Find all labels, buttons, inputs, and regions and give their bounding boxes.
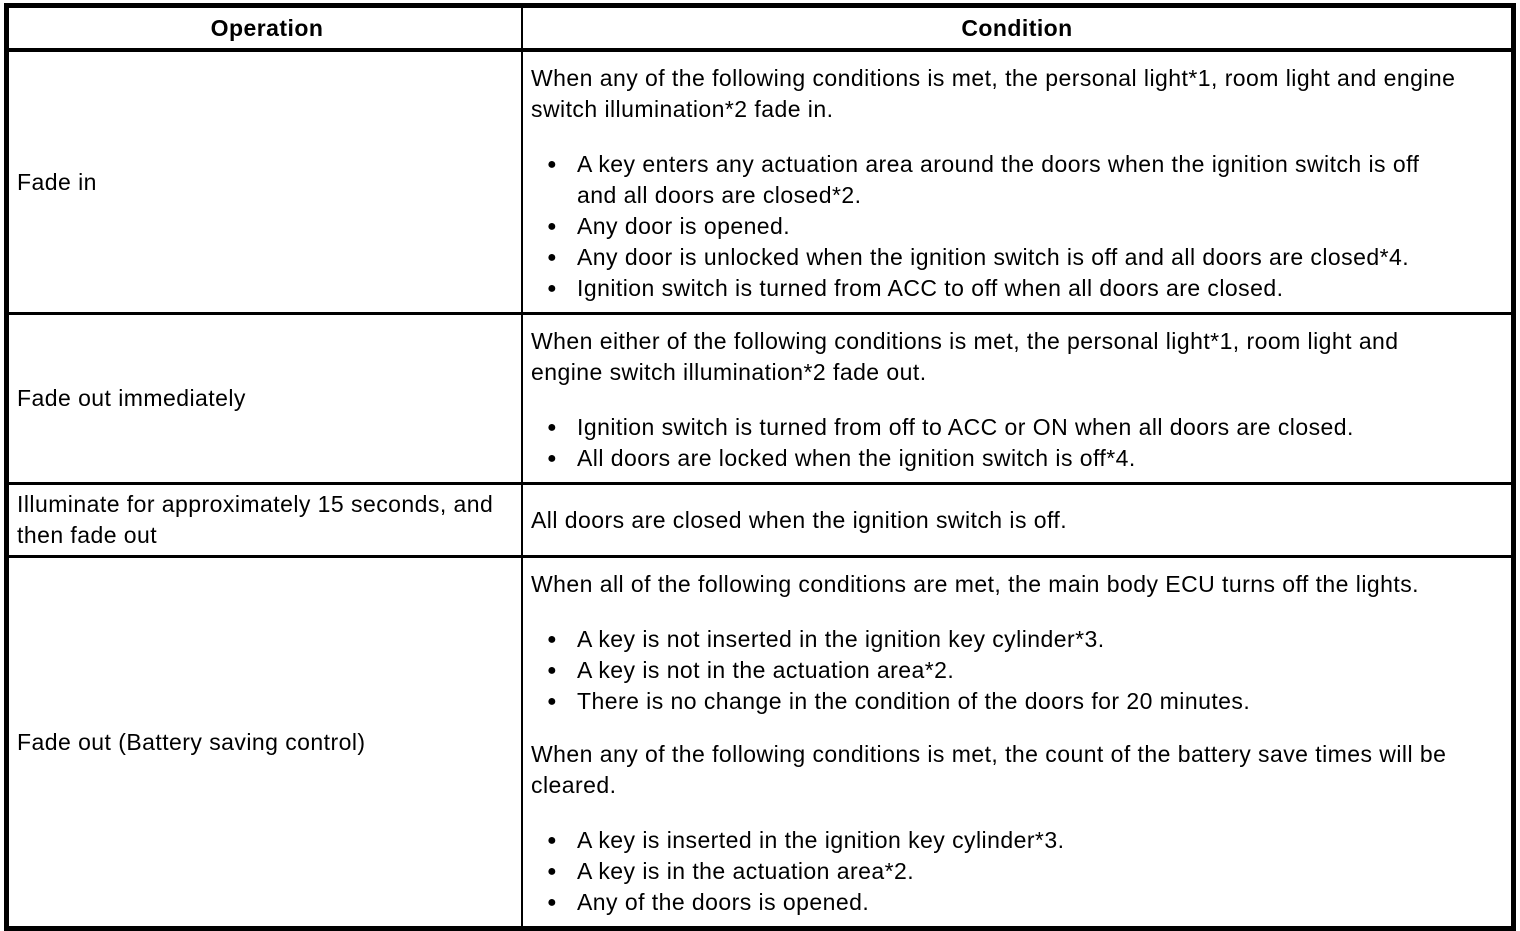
bullet-list bbox=[531, 149, 1466, 304]
table-row-fade-out-immediately bbox=[9, 312, 1511, 482]
bullet-item bbox=[547, 149, 1441, 211]
bullet-item bbox=[547, 211, 1441, 242]
bullet-icon: ● bbox=[547, 280, 558, 297]
bullet-icon: ● bbox=[547, 156, 558, 173]
bullet-text: Any of the doors is opened. bbox=[577, 889, 870, 915]
bullet-text: Ignition switch is turned from off to ACC or ON when all doors are closed. bbox=[577, 414, 1354, 440]
bullet-text: A key is not inserted in the ignition key cylinder*3. bbox=[577, 626, 1105, 652]
bullet-text: Any door is opened. bbox=[577, 213, 791, 239]
bullet-item bbox=[547, 412, 1441, 443]
bullet-list bbox=[531, 825, 1466, 918]
operation-cell: Fade out (Battery saving control) bbox=[9, 558, 523, 926]
bullet-item bbox=[547, 655, 1441, 686]
bullet-text: All doors are locked when the ignition switch is off*4. bbox=[577, 445, 1136, 471]
table-row-battery-saving bbox=[9, 555, 1511, 926]
bullet-text: There is no change in the condition of the doors for 20 minutes. bbox=[577, 688, 1251, 714]
condition-cell bbox=[523, 485, 1511, 555]
bullet-item bbox=[547, 686, 1441, 717]
condition-intro: All doors are closed when the ignition switch is off. bbox=[531, 506, 1068, 533]
bullet-icon: ● bbox=[547, 419, 558, 436]
header-row bbox=[9, 8, 1511, 49]
bullet-item bbox=[547, 887, 1441, 918]
operation-cell: Fade out immediately bbox=[9, 315, 523, 482]
bullet-text: A key is in the actuation area*2. bbox=[577, 858, 915, 884]
condition-cell bbox=[523, 558, 1511, 926]
bullet-icon: ● bbox=[547, 631, 558, 648]
condition-column-header: Condition bbox=[961, 14, 1073, 41]
condition-intro: When all of the following conditions are met, the main body ECU turns off the lights. bbox=[531, 571, 1419, 597]
bullet-list bbox=[531, 412, 1466, 474]
bullet-item bbox=[547, 624, 1441, 655]
condition-intro: When either of the following conditions is met, the personal light*1, room light and engine switch illumination*2 fade out. bbox=[531, 328, 1399, 385]
bullet-text: A key is inserted in the ignition key cylinder*3. bbox=[577, 827, 1065, 853]
bullet-item bbox=[547, 825, 1441, 856]
operation-condition-table bbox=[4, 3, 1516, 931]
bullet-item bbox=[547, 443, 1441, 474]
bullet-icon: ● bbox=[547, 863, 558, 880]
bullet-icon: ● bbox=[547, 894, 558, 911]
bullet-icon: ● bbox=[547, 450, 558, 467]
bullet-icon: ● bbox=[547, 218, 558, 235]
bullet-icon: ● bbox=[547, 832, 558, 849]
table-row-fade-in bbox=[9, 49, 1511, 312]
bullet-item bbox=[547, 856, 1441, 887]
condition-intro-2: When any of the following conditions is met, the count of the battery save times will be cleared. bbox=[531, 741, 1447, 798]
table-row-illuminate-15s bbox=[9, 482, 1511, 555]
bullet-item bbox=[547, 242, 1441, 273]
bullet-icon: ● bbox=[547, 249, 558, 266]
operation-cell: Fade in bbox=[9, 52, 523, 312]
operation-column-header: Operation bbox=[9, 8, 523, 48]
bullet-item bbox=[547, 273, 1441, 304]
operation-cell: Illuminate for approximately 15 seconds, and then fade out bbox=[9, 485, 523, 555]
bullet-list bbox=[531, 624, 1466, 717]
bullet-icon: ● bbox=[547, 662, 558, 679]
bullet-text: A key is not in the actuation area*2. bbox=[577, 657, 955, 683]
bullet-icon: ● bbox=[547, 693, 558, 710]
bullet-text: Ignition switch is turned from ACC to off when all doors are closed. bbox=[577, 275, 1284, 301]
condition-intro: When any of the following conditions is met, the personal light*1, room light and engine switch illumination*2 fade in. bbox=[531, 65, 1456, 122]
condition-cell bbox=[523, 52, 1511, 312]
bullet-text: Any door is unlocked when the ignition switch is off and all doors are closed*4. bbox=[577, 244, 1410, 270]
bullet-text: A key enters any actuation area around the doors when the ignition switch is off and all doors are closed*2. bbox=[577, 151, 1420, 208]
condition-cell bbox=[523, 315, 1511, 482]
